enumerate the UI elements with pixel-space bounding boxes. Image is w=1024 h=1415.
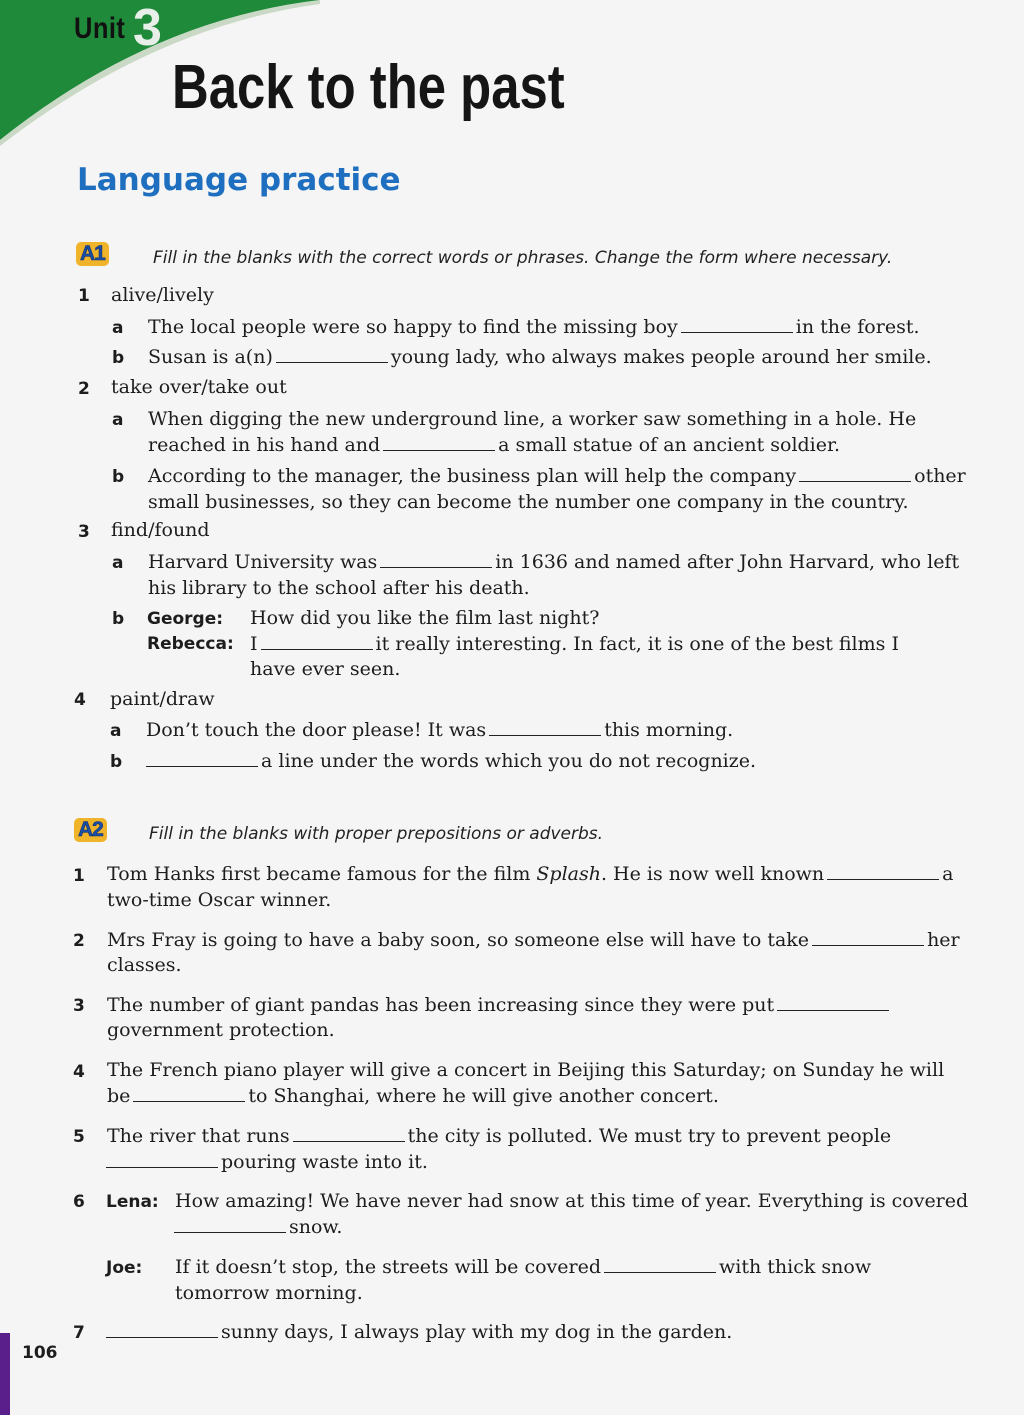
answer-blank[interactable] [681,318,793,333]
sentence: The river that runs the city is polluted. We must try to prevent people [107,1125,892,1147]
sub-item-letter: a [112,318,124,338]
sentence: The French piano player will give a concert in Beijing this Saturday; on Sunday he will [107,1059,945,1081]
sentence: government protection. [107,1019,335,1041]
sentence: Harvard University was in 1636 and named after John Harvard, who left [148,551,960,573]
item-number: 1 [78,286,90,306]
answer-blank[interactable] [261,635,373,650]
page-title: Back to the past [172,53,565,122]
question-number: 3 [73,996,85,1016]
sentence: Don’t touch the door please! It was this morning. [146,719,734,741]
answer-blank[interactable] [812,931,924,946]
sub-item-letter: b [110,752,123,772]
answer-blank[interactable] [380,553,492,568]
speaker-label: Rebecca: [147,634,234,654]
section-heading: Language practice [77,162,401,198]
speaker-label: Joe: [106,1258,143,1278]
sub-item-letter: b [112,467,125,487]
answer-blank[interactable] [133,1087,245,1102]
word-pair: paint/draw [110,688,215,710]
sentence: Mrs Fray is going to have a baby soon, so someone else will have to take her [107,929,960,951]
dialogue-line: How did you like the film last night? [250,607,600,629]
sentence: According to the manager, the business plan will help the company other [148,465,966,487]
a1-badge: A1 [76,242,109,266]
sentence: his library to the school after his death. [148,577,530,599]
answer-blank[interactable] [383,436,495,451]
answer-blank[interactable] [106,1323,218,1338]
answer-blank[interactable] [777,996,889,1011]
sentence: a line under the words which you do not recognize. [143,749,756,774]
sub-item-letter: b [112,348,125,368]
answer-blank[interactable] [827,865,939,880]
dialogue-line: How amazing! We have never had snow at this time of year. Everything is covered [175,1190,969,1212]
sentence: Tom Hanks first became famous for the film Splash. He is now well known a [107,863,954,885]
question-number: 5 [73,1127,85,1147]
a2-badge: A2 [74,818,107,842]
item-number: 2 [78,379,90,399]
answer-blank[interactable] [174,1218,286,1233]
question-number: 7 [73,1323,85,1343]
question-number: 4 [73,1062,85,1082]
sentence: reached in his hand and a small statue of an ancient soldier. [148,434,841,456]
dialogue-line: snow. [171,1215,342,1240]
answer-blank[interactable] [106,1153,218,1168]
sub-item-letter: b [112,609,125,629]
answer-blank[interactable] [146,752,258,767]
answer-blank[interactable] [276,348,388,363]
question-number: 2 [73,931,85,951]
question-number: 1 [73,866,85,886]
question-number: 6 [73,1192,85,1212]
page-number: 106 [22,1343,58,1363]
dialogue-line: tomorrow morning. [175,1282,363,1304]
sentence: pouring waste into it. [103,1150,428,1175]
sub-item-letter: a [112,410,124,430]
speaker-label: George: [147,609,224,629]
word-pair: alive/lively [111,284,214,306]
word-pair: find/found [111,519,210,541]
sentence: The number of giant pandas has been increasing since they were put [107,993,892,1018]
sentence: be to Shanghai, where he will give another concert. [107,1085,719,1107]
dialogue-line: If it doesn’t stop, the streets will be covered with thick snow [175,1256,872,1278]
item-number: 3 [78,522,90,542]
word-pair: take over/take out [111,376,287,398]
sub-item-letter: a [112,553,124,573]
a1-instruction: Fill in the blanks with the correct words or phrases. Change the form where necessary. [153,248,893,268]
a2-instruction: Fill in the blanks with proper prepositions or adverbs. [149,824,604,844]
dialogue-line: I it really interesting. In fact, it is one of the best films I [250,633,899,655]
sentence: When digging the new underground line, a worker saw something in a hole. He [148,408,917,430]
answer-blank[interactable] [489,721,601,736]
dialogue-line: have ever seen. [250,658,401,680]
sentence: two-time Oscar winner. [107,889,332,911]
sub-item-letter: a [110,721,122,741]
unit-label: Unit [74,12,126,45]
sentence: Susan is a(n) young lady, who always makes people around her smile. [148,346,932,368]
answer-blank[interactable] [799,467,911,482]
sentence: sunny days, I always play with my dog in the garden. [103,1320,732,1345]
answer-blank[interactable] [604,1258,716,1273]
sentence: small businesses, so they can become the number one company in the country. [148,491,909,513]
sentence: The local people were so happy to find the missing boy in the forest. [148,316,920,338]
sentence: classes. [107,954,182,976]
answer-blank[interactable] [293,1127,405,1142]
unit-number: 3 [133,0,162,57]
speaker-label: Lena: [106,1192,159,1212]
item-number: 4 [74,690,86,710]
page-edge-bar [0,1333,10,1415]
